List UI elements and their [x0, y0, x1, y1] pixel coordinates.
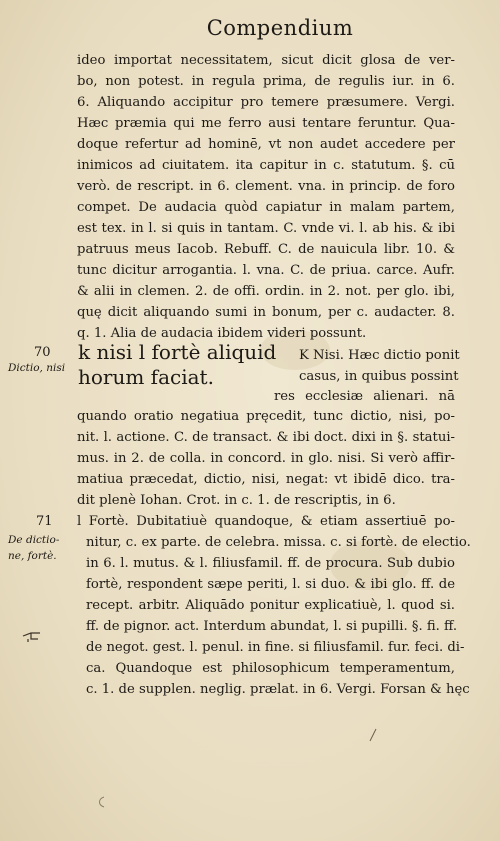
text-line: ca. Quandoque est philosophicum temperamentum,: [86, 661, 455, 676]
text-line: doque refertur ad hominē, vt non audet accedere per: [77, 137, 455, 152]
text-line: de negot. gest. l. penul. in fine. si filiusfamil. fur. feci. di-: [86, 640, 465, 655]
text-line: quę dicit aliquando sumi in bonum, per c. audacter. 8.: [77, 305, 455, 320]
text-line: res ecclesiæ alienari. nā: [274, 389, 455, 404]
text-line: est tex. in l. si quis in tantam. C. vnde vi. l. ab his. & ibi: [77, 221, 455, 236]
text-line: recept. arbitr. Aliquādo ponitur explicatiuè, l. quod si.: [86, 598, 455, 613]
margin-note-71: [36, 514, 53, 529]
lemma-heading: horum faciat.: [78, 365, 214, 389]
text-line: l Fortè. Dubitatiuè quandoque, & etiam assertiuē po-: [77, 514, 455, 529]
text-line: matiua præcedat, dictio, nisi, negat: vt ibidē dico. tra-: [77, 472, 455, 487]
text-line: casus, in quibus possint: [299, 369, 459, 384]
text-line: ideo importat necessitatem, sicut dicit glosa de ver-: [77, 53, 455, 68]
margin-note-71-text: De dictio-: [8, 534, 60, 546]
text-line: Hæc præmia qui me ferro ausi tentare feruntur. Qua-: [77, 116, 455, 131]
manicule-icon: [22, 628, 42, 648]
margin-note-number: 70: [34, 345, 51, 360]
margin-note-70: [34, 345, 51, 360]
text-line: in 6. l. mutus. & l. filiusfamil. ff. de procura. Sub dubio: [86, 556, 455, 571]
text-line: fortè, respondent sæpe periti, l. si duo. & ibi glo. ff. de: [86, 577, 455, 592]
ink-mark: [368, 728, 378, 742]
text-line: verò. de rescript. in 6. clement. vna. in princip. de foro: [77, 179, 455, 194]
ink-mark: [96, 796, 106, 808]
lemma-heading: k nisi l fortè aliquid: [78, 340, 277, 364]
text-line: mus. in 2. de colla. in concord. in glo. nisi. Si verò affir-: [77, 451, 455, 466]
margin-note-number: 71: [36, 514, 53, 529]
text-line: 6. Aliquando accipitur pro temere præsumere. Vergi.: [77, 95, 455, 110]
text-line: K Nisi. Hæc dictio ponit: [299, 348, 460, 363]
text-line: tunc dicitur arrogantia. l. vna. C. de priua. carce. Aufr.: [77, 263, 455, 278]
margin-note-71-text: ne, fortè.: [8, 550, 57, 562]
running-header: [180, 16, 380, 40]
text-line: quando oratio negatiua pręcedit, tunc dictio, nisi, po-: [77, 409, 455, 424]
text-line: nit. l. actione. C. de transact. & ibi doct. dixi in §. statui-: [77, 430, 455, 445]
text-line: patruus meus Iacob. Rebuff. C. de nauicula libr. 10. &: [77, 242, 455, 257]
text-line: bo, non potest. in regula prima, de regulis iur. in 6.: [77, 74, 455, 89]
margin-note-70-text: Dictio, nisi: [8, 362, 66, 374]
text-line: dit plenè Iohan. Crot. in c. 1. de rescriptis, in 6.: [77, 493, 396, 508]
text-line: & alii in clemen. 2. de offi. ordin. in 2. not. per glo. ibi,: [77, 284, 455, 299]
text-line: c. 1. de supplen. neglig. prælat. in 6. Vergi. Forsan & hęc: [86, 682, 470, 697]
text-line: q. 1. Alia de audacia ibidem videri possunt.: [77, 326, 367, 341]
text-line: compet. De audacia quòd capiatur in malam partem,: [77, 200, 455, 215]
header-title: Compendium: [206, 16, 354, 40]
text-line: ff. de pignor. act. Interdum abundat, l. si pupilli. §. fi. ff.: [86, 619, 458, 634]
text-line: nitur, c. ex parte. de celebra. missa. c. si fortè. de electio.: [86, 535, 471, 550]
text-line: inimicos ad ciuitatem. ita capitur in c. statutum. §. cū: [77, 158, 455, 173]
